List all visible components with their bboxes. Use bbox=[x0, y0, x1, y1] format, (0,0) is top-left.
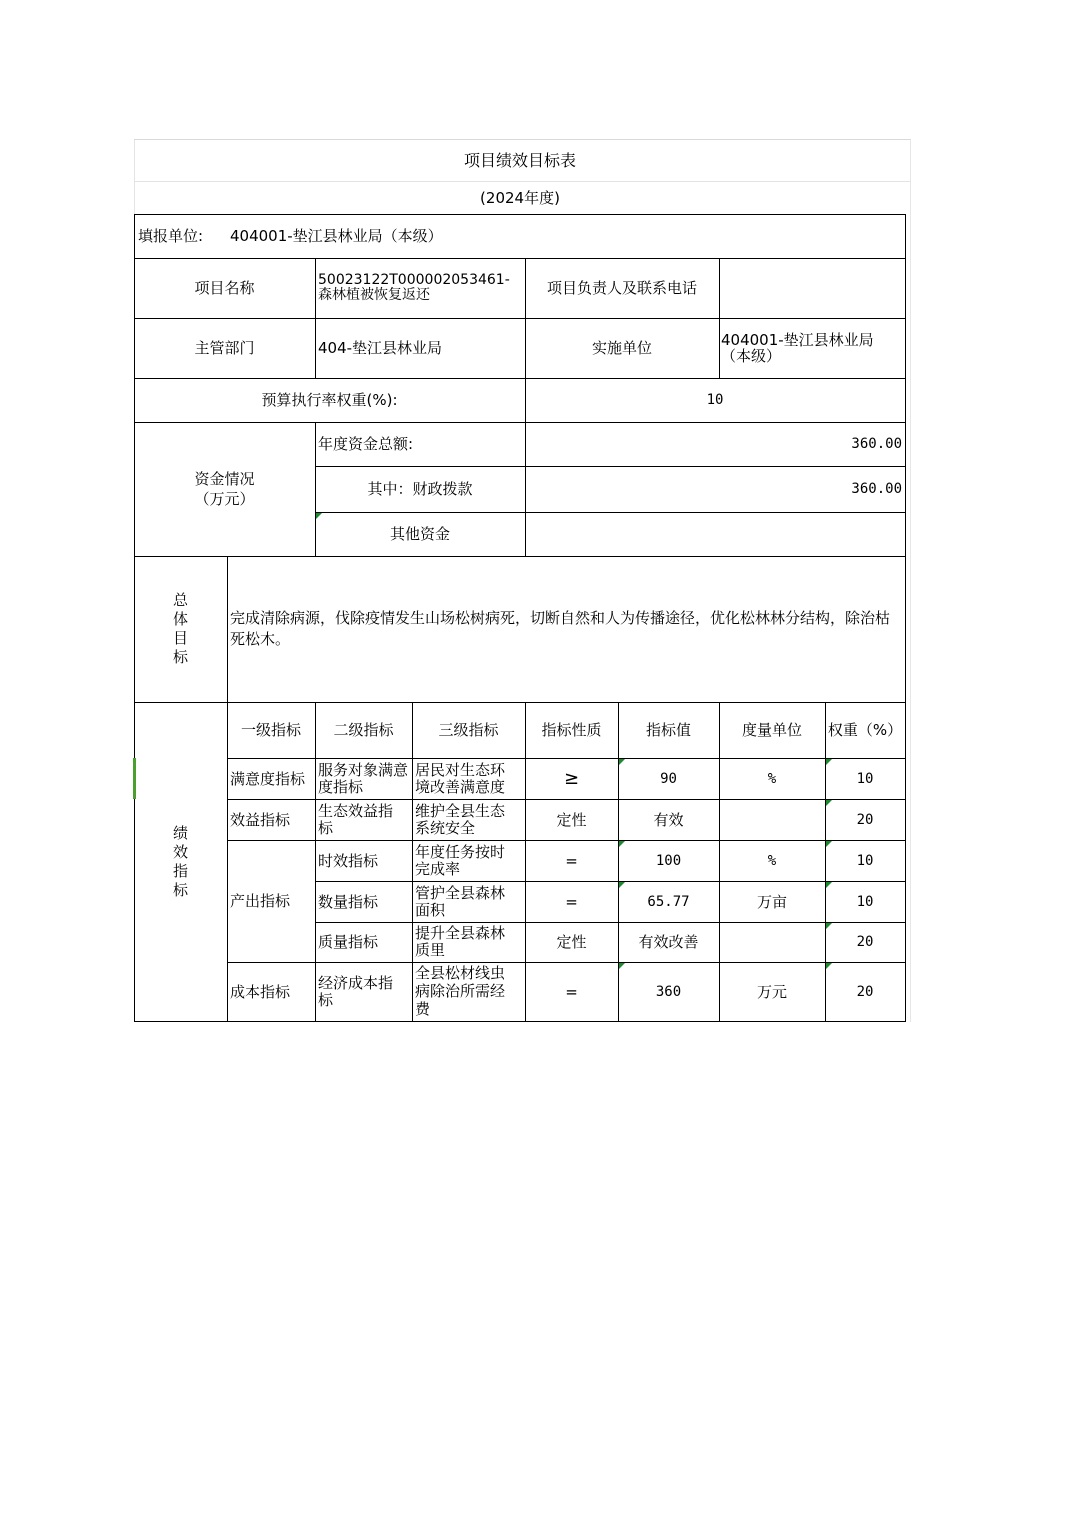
row3-level2: 时效指标 bbox=[318, 851, 379, 870]
row1-level3: 居民对生态环境改善满意度 bbox=[415, 761, 506, 796]
header-value: 指标值 bbox=[645, 721, 691, 739]
row5-nature: 定性 bbox=[556, 933, 587, 951]
comment-flag bbox=[619, 759, 625, 765]
overall-goal-label bbox=[134, 556, 227, 702]
table-border bbox=[134, 214, 906, 215]
header-weight: 权重（%） bbox=[827, 721, 903, 739]
comment-flag bbox=[826, 759, 832, 765]
fill-unit-label: 填报单位: bbox=[138, 227, 204, 245]
comment-flag bbox=[619, 841, 625, 847]
table-border bbox=[315, 422, 316, 556]
table-border bbox=[134, 556, 906, 557]
table-border bbox=[719, 702, 720, 1022]
row6-value: 360 bbox=[655, 984, 682, 1000]
row4-level2: 数量指标 bbox=[318, 892, 379, 911]
header-level3: 三级指标 bbox=[438, 721, 499, 739]
overall-goal-label-text: 总体目标 bbox=[172, 591, 188, 666]
funds-label bbox=[134, 422, 315, 556]
group-benefit: 效益指标 bbox=[230, 810, 291, 829]
header-unit: 度量单位 bbox=[741, 721, 802, 739]
project-leader-label: 项目负责人及联系电话 bbox=[546, 279, 697, 297]
group-cost: 成本指标 bbox=[230, 983, 291, 1001]
comment-flag bbox=[826, 800, 832, 806]
performance-target-sheet bbox=[134, 139, 911, 1022]
row4-weight: 10 bbox=[856, 893, 874, 910]
row5-level2: 质量指标 bbox=[318, 933, 379, 951]
table-border bbox=[315, 702, 316, 1022]
row2-level2: 生态效益指标 bbox=[318, 802, 394, 837]
row6-nature: = bbox=[565, 983, 578, 1001]
row2-level3: 维护全县生态系统安全 bbox=[415, 802, 506, 837]
row2-weight: 20 bbox=[856, 811, 874, 828]
impl-unit-value: 404001-垫江县林业局（本级） bbox=[721, 331, 874, 365]
row5-weight: 20 bbox=[856, 934, 874, 950]
dept-value: 404-垫江县林业局 bbox=[318, 339, 443, 357]
overall-goal-text: 完成清除病源，伐除疫情发生山场松树病死，切断自然和人为传播途径，优化松林林分结构，除治枯死松木。 bbox=[230, 609, 891, 648]
project-leader-value bbox=[719, 258, 905, 318]
project-name-label: 项目名称 bbox=[194, 279, 255, 297]
table-border bbox=[134, 258, 906, 259]
row5-level3: 提升全县森林质里 bbox=[415, 924, 506, 959]
table-border bbox=[134, 1021, 906, 1022]
annual-funds-value: 360.00 bbox=[851, 436, 902, 452]
row6-level3: 全县松材线虫病除治所需经费 bbox=[415, 964, 506, 1018]
table-border bbox=[719, 258, 720, 378]
row3-unit: % bbox=[767, 852, 777, 869]
table-border bbox=[227, 840, 906, 841]
table-border bbox=[227, 758, 906, 759]
row2-value: 有效 bbox=[653, 810, 684, 829]
impl-unit-label: 实施单位 bbox=[591, 339, 652, 357]
table-border bbox=[134, 422, 906, 423]
comment-flag bbox=[316, 513, 322, 519]
row1-level2: 服务对象满意度指标 bbox=[318, 761, 409, 796]
group-satisfaction: 满意度指标 bbox=[230, 769, 306, 788]
header-level2: 二级指标 bbox=[333, 721, 394, 739]
row1-value: 90 bbox=[660, 770, 677, 787]
header-level1: 一级指标 bbox=[240, 721, 301, 739]
row5-value: 有效改善 bbox=[638, 933, 699, 951]
row4-level3: 管护全县森林面积 bbox=[415, 884, 506, 919]
row4-unit: 万亩 bbox=[756, 892, 787, 911]
group-output: 产出指标 bbox=[230, 892, 291, 910]
row1-weight: 10 bbox=[856, 770, 874, 787]
table-border bbox=[315, 466, 906, 467]
row3-weight: 10 bbox=[856, 852, 874, 869]
row1-unit: % bbox=[767, 770, 777, 787]
funds-label-text: 资金情况（万元） bbox=[194, 470, 255, 508]
table-border bbox=[227, 799, 906, 800]
budget-weight-value: 10 bbox=[706, 392, 724, 408]
table-border bbox=[905, 214, 906, 1022]
row4-value: 65.77 bbox=[647, 893, 690, 910]
budget-weight-label: 预算执行率权重(%): bbox=[261, 391, 398, 409]
table-border bbox=[315, 881, 906, 882]
annual-funds-label: 年度资金总额: bbox=[318, 435, 414, 453]
row1-nature: ≥ bbox=[563, 767, 580, 789]
row2-nature: 定性 bbox=[556, 810, 587, 829]
table-border bbox=[134, 702, 906, 703]
other-funds-label: 其他资金 bbox=[389, 525, 450, 543]
table-border bbox=[227, 962, 906, 963]
year-subtitle: (2024年度) bbox=[480, 189, 560, 207]
row-selection-indicator bbox=[133, 758, 136, 799]
row2-unit bbox=[719, 799, 825, 840]
row3-nature: = bbox=[565, 851, 578, 870]
page-title: 项目绩效目标表 bbox=[463, 151, 576, 170]
table-border bbox=[315, 922, 906, 923]
table-border bbox=[825, 702, 826, 1022]
header-nature: 指标性质 bbox=[541, 721, 602, 739]
fiscal-funds-value: 360.00 bbox=[851, 481, 902, 497]
indicators-label-text: 绩效指标 bbox=[172, 824, 188, 899]
table-border bbox=[134, 214, 135, 1022]
comment-flag bbox=[826, 841, 832, 847]
table-border bbox=[315, 258, 316, 378]
indicators-label bbox=[134, 702, 227, 1022]
row6-weight: 20 bbox=[856, 984, 874, 1000]
table-border bbox=[227, 556, 228, 1022]
row6-level2: 经济成本指标 bbox=[318, 974, 394, 1009]
comment-flag bbox=[826, 963, 832, 969]
comment-flag bbox=[826, 923, 832, 929]
table-border bbox=[618, 702, 619, 1022]
table-border bbox=[525, 702, 526, 1022]
row3-level3: 年度任务按时完成率 bbox=[415, 843, 506, 878]
fiscal-funds-label: 其中：财政拨款 bbox=[367, 480, 473, 498]
project-name-value: 50023122T000002053461-森林植被恢复返还 bbox=[318, 272, 510, 303]
row4-nature: = bbox=[565, 892, 578, 911]
comment-flag bbox=[826, 882, 832, 888]
table-border bbox=[525, 258, 526, 556]
dept-label: 主管部门 bbox=[194, 339, 255, 357]
table-border bbox=[315, 512, 906, 513]
row3-value: 100 bbox=[655, 852, 682, 869]
comment-flag bbox=[619, 882, 625, 888]
row6-unit: 万元 bbox=[756, 983, 787, 1001]
table-border bbox=[134, 378, 906, 379]
comment-flag bbox=[619, 963, 625, 969]
fill-unit-value: 404001-垫江县林业局（本级） bbox=[230, 227, 443, 245]
table-border bbox=[134, 318, 906, 319]
other-funds-value bbox=[525, 512, 905, 556]
table-border bbox=[412, 702, 413, 1022]
row5-unit bbox=[719, 922, 825, 962]
